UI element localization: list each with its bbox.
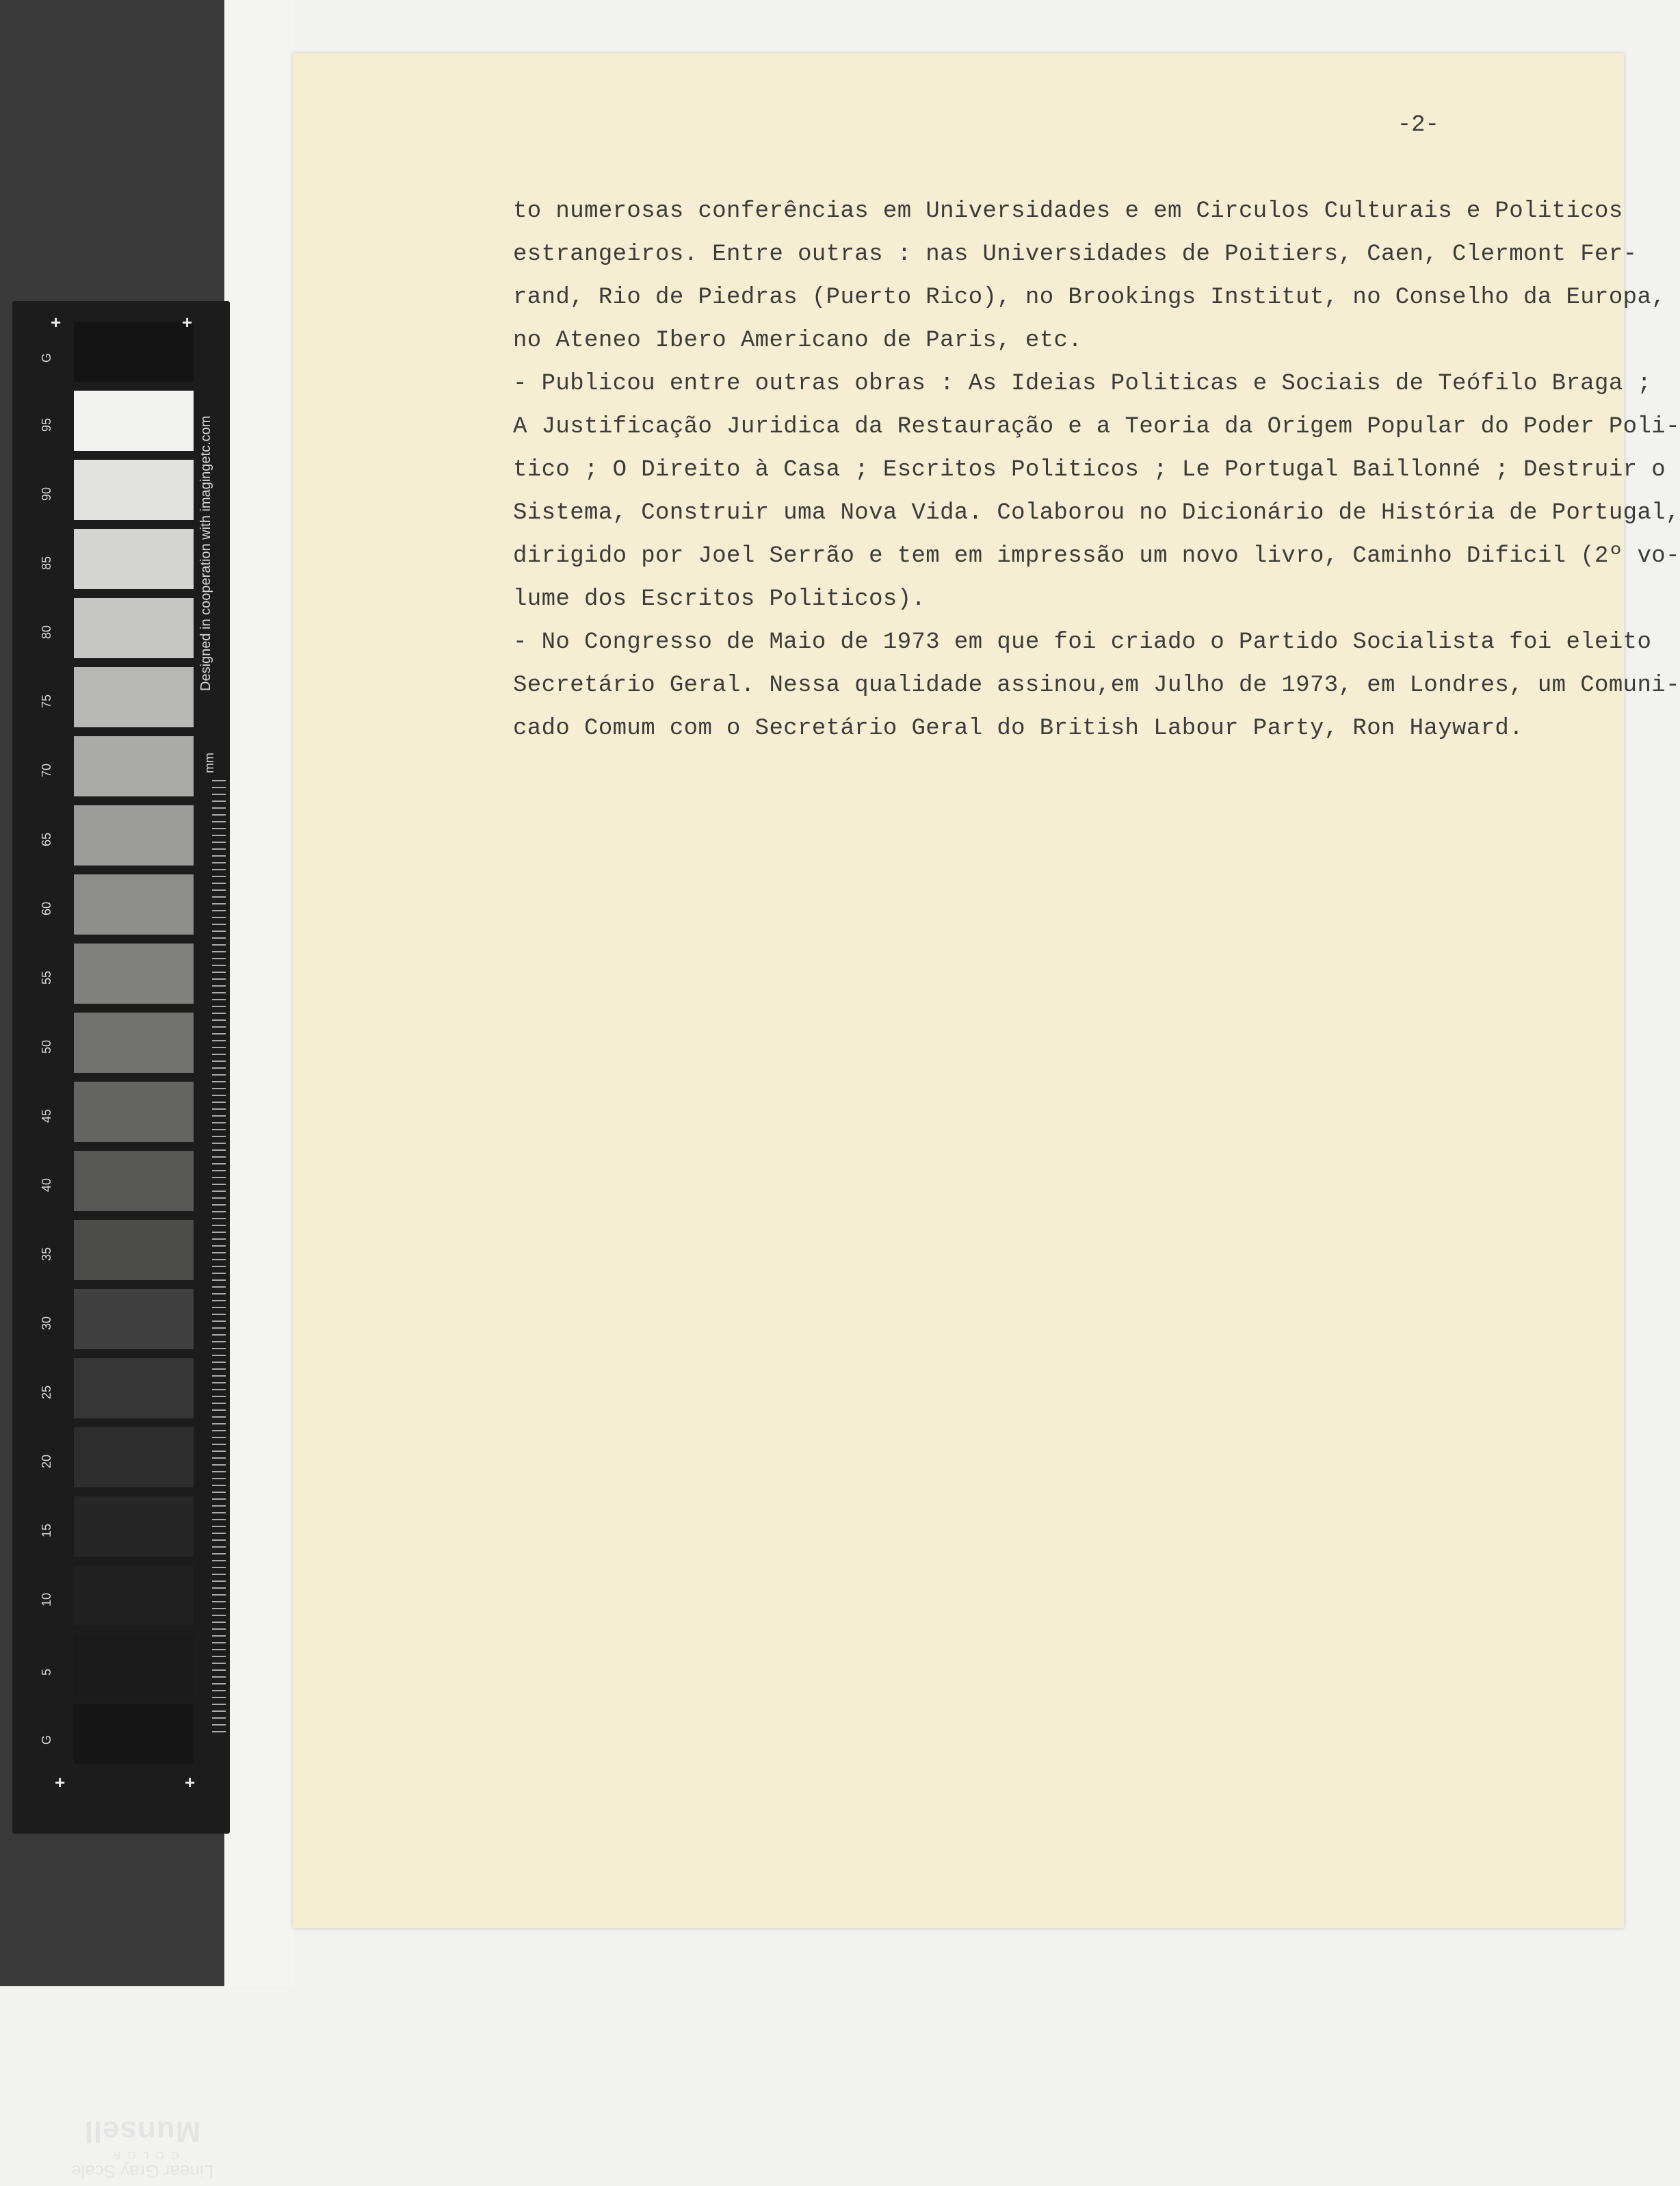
text-line: no Ateneo Ibero Americano de Paris, etc. bbox=[513, 328, 1083, 354]
gray-patch bbox=[74, 1013, 194, 1073]
gray-patch bbox=[74, 736, 194, 796]
scale-label: 30 bbox=[40, 1316, 53, 1330]
mm-ruler bbox=[212, 780, 226, 1738]
gray-patch bbox=[74, 944, 194, 1004]
card-footer bbox=[60, 2114, 224, 2186]
text-line: Sistema, Construir uma Nova Vida. Colaborou no Dicionário de História de Portugal, bbox=[513, 500, 1680, 526]
scale-label: 60 bbox=[40, 901, 53, 915]
scale-label: 90 bbox=[40, 486, 53, 501]
registration-mark-top-left: + bbox=[51, 312, 62, 333]
scale-label: 40 bbox=[40, 1177, 53, 1192]
gray-patch bbox=[74, 1635, 194, 1695]
gray-patch bbox=[74, 1358, 194, 1418]
page-number: -2- bbox=[1397, 112, 1439, 138]
text-line: dirigido por Joel Serrão e tem em impressão um novo livro, Caminho Dificil (2º vo- bbox=[513, 543, 1680, 569]
gray-patch bbox=[74, 1289, 194, 1349]
scale-label: 45 bbox=[40, 1108, 53, 1123]
text-line: A Justificação Juridica da Restauração e a Teoria da Origem Popular do Poder Poli- bbox=[513, 414, 1680, 440]
text-line: estrangeiros. Entre outras : nas Universidades de Poitiers, Caen, Clermont Fer- bbox=[513, 242, 1638, 268]
gray-patch bbox=[74, 322, 194, 382]
text-line: to numerosas conferências em Universidades e em Circulos Culturais e Politicos bbox=[513, 198, 1623, 224]
gray-patch bbox=[74, 598, 194, 658]
gray-scale-card bbox=[12, 301, 230, 2182]
scale-label: 95 bbox=[40, 417, 53, 432]
scale-label: 20 bbox=[40, 1454, 53, 1468]
scale-label: 35 bbox=[40, 1247, 53, 1261]
text-line: cado Comum com o Secretário Geral do British Labour Party, Ron Hayward. bbox=[513, 716, 1524, 742]
scale-label: 70 bbox=[40, 763, 53, 777]
scanner-margin bbox=[224, 0, 293, 1986]
gray-patch bbox=[74, 667, 194, 727]
registration-mark-bottom-right: + bbox=[185, 1772, 196, 1793]
gray-patch bbox=[74, 874, 194, 935]
gray-patch bbox=[74, 1151, 194, 1211]
gray-patch bbox=[74, 1496, 194, 1557]
gray-patch bbox=[74, 1565, 194, 1626]
scale-label: 15 bbox=[40, 1523, 53, 1537]
scale-label: 65 bbox=[40, 832, 53, 846]
scale-label: 25 bbox=[40, 1385, 53, 1399]
document-body bbox=[513, 190, 1680, 751]
registration-mark-top-right: + bbox=[182, 312, 193, 333]
text-line: lume dos Escritos Politicos). bbox=[513, 586, 926, 612]
scale-label: G bbox=[40, 352, 53, 363]
scale-label: 10 bbox=[40, 1592, 53, 1606]
gray-scale-title: Linear Gray Scale bbox=[70, 2161, 214, 2182]
text-line: Secretário Geral. Nessa qualidade assinou,em Julho de 1973, em Londres, um Comuni- bbox=[513, 673, 1680, 699]
scale-label: 75 bbox=[40, 694, 53, 708]
text-line: tico ; O Direito à Casa ; Escritos Politicos ; Le Portugal Baillonné ; Destruir o bbox=[513, 457, 1666, 483]
scale-label: G bbox=[40, 1734, 53, 1745]
gray-patch bbox=[74, 460, 194, 520]
ruler-unit-label: mm bbox=[202, 753, 216, 773]
scale-label: 80 bbox=[40, 625, 53, 639]
scale-label: 55 bbox=[40, 970, 53, 985]
gray-patch bbox=[74, 1704, 194, 1764]
document-page bbox=[293, 53, 1680, 1928]
text-line: - No Congresso de Maio de 1973 em que foi criado o Partido Socialista foi eleito bbox=[513, 629, 1652, 655]
gray-patch bbox=[74, 1082, 194, 1142]
scale-label: 85 bbox=[40, 556, 53, 570]
gray-patch bbox=[74, 1427, 194, 1487]
text-line: - Publicou entre outras obras : As Ideias Politicas e Sociais de Teófilo Braga ; bbox=[513, 371, 1652, 397]
registration-mark-bottom-left: + bbox=[55, 1772, 66, 1793]
gray-patch bbox=[74, 805, 194, 866]
gray-patch bbox=[74, 529, 194, 589]
brand-logo: Munsell bbox=[83, 2115, 201, 2148]
gray-patch bbox=[74, 391, 194, 451]
scale-label: 50 bbox=[40, 1039, 53, 1054]
brand-subtitle: COLOR bbox=[105, 2149, 179, 2161]
gray-patch bbox=[74, 1220, 194, 1280]
card-credit: Designed in cooperation with imagingetc.com bbox=[198, 415, 213, 691]
scale-label: 5 bbox=[40, 1668, 53, 1676]
text-line: rand, Rio de Piedras (Puerto Rico), no Brookings Institut, no Conselho da Europa, bbox=[513, 285, 1666, 311]
